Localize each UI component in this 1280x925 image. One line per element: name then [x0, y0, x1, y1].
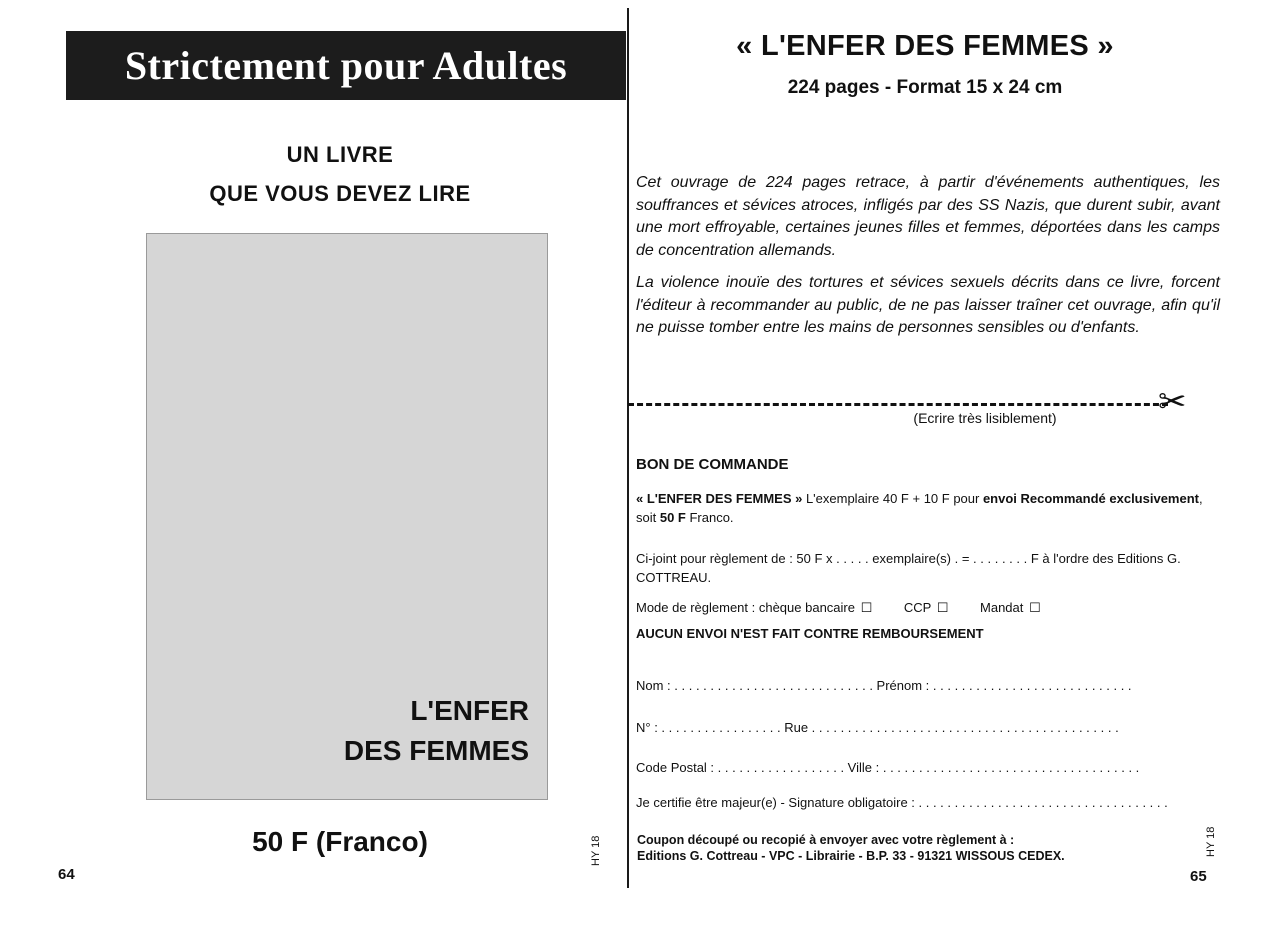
payment-line[interactable]: Ci-joint pour règlement de : 50 F x . . . . . exemplaire(s) . = . . . . . . . . F à l'ordre des Editions G. COTTREAU.: [636, 551, 1181, 585]
left-page-number: 64: [58, 866, 75, 883]
order-total: 50 F: [659, 510, 686, 525]
description-paragraph-1: Cet ouvrage de 224 pages retrace, à partir d'événements authentiques, les souffrances et sévices atroces, infligés par des SS Nazis, que durent subir, avant une mort effroyable, certaines jeunes filles et femmes, déportées dans les camps de concentration allemands.: [636, 174, 1220, 259]
ccp-label: CCP: [903, 600, 932, 615]
publisher-address: Editions G. Cottreau - VPC - Librairie - B.P. 33 - 91321 WISSOUS CEDEX.: [637, 849, 1065, 863]
no-cod-notice: AUCUN ENVOI N'EST FAIT CONTRE REMBOURSEMENT: [636, 626, 984, 641]
tagline-line-2: QUE VOUS DEVEZ LIRE: [209, 181, 471, 206]
order-book-title: « L'ENFER DES FEMMES »: [636, 491, 803, 506]
tagline-line-1: UN LIVRE: [286, 142, 394, 167]
banner-heading: Strictement pour Adultes: [66, 31, 626, 100]
cut-line: [628, 403, 1168, 406]
name-field[interactable]: Nom : . . . . . . . . . . . . . . . . . . . . . . . . . . . . Prénom : . . . . . . . . . . . . . . . . . . . . . . . . . . . .: [636, 678, 1132, 693]
address-field[interactable]: N° : . . . . . . . . . . . . . . . . . Rue . . . . . . . . . . . . . . . . . . . . . . . . . . . . . . . . . . . . . . . . . . .: [636, 720, 1119, 735]
order-text-2: , soit: [636, 491, 1203, 525]
order-form-title: BON DE COMMANDE: [636, 456, 789, 473]
price: 50 F (Franco): [252, 826, 428, 857]
order-shipping: envoi Recommandé exclusivement: [982, 491, 1199, 506]
description-paragraph-2: La violence inouïe des tortures et sévices sexuels décrits dans ce livre, forcent l'éditeur à recommander au public, de ne pas laisser traîner cet ouvrage, afin qu'il ne puisse tomber entre les mains de personnes sensibles ou d'enfants.: [636, 274, 1220, 336]
left-print-code: HY 18: [590, 835, 602, 866]
order-description: [636, 489, 1220, 527]
mandat-checkbox[interactable]: ☐: [1029, 600, 1041, 615]
book-title: « L'ENFER DES FEMMES »: [736, 30, 1114, 62]
order-text-1: L'exemplaire 40 F + 10 F pour: [802, 491, 983, 506]
cover-title-line-2: DES FEMMES: [343, 735, 529, 766]
right-print-code: HY 18: [1205, 826, 1217, 857]
coupon-instruction: Coupon découpé ou recopié à envoyer avec votre règlement à :: [637, 833, 1015, 847]
payment-mode-row: [636, 598, 1220, 617]
right-page-number: 65: [1190, 868, 1207, 885]
book-format: 224 pages - Format 15 x 24 cm: [787, 77, 1063, 98]
cheque-checkbox[interactable]: ☐: [860, 600, 873, 615]
signature-field[interactable]: Je certifie être majeur(e) - Signature obligatoire : . . . . . . . . . . . . . . . . . . . . . . . . . . . . . . . . . . .: [636, 795, 1168, 810]
postal-city-field[interactable]: Code Postal : . . . . . . . . . . . . . . . . . . Ville : . . . . . . . . . . . . . . . . . . . . . . . . . . . . . . . . . . . .: [636, 760, 1140, 775]
order-text-3: Franco.: [685, 510, 734, 525]
scissors-icon: ✂: [1158, 383, 1187, 421]
payment-mode-label: Mode de règlement : chèque bancaire: [636, 600, 855, 615]
mandat-label: Mandat: [980, 600, 1024, 615]
ccp-checkbox[interactable]: ☐: [936, 600, 949, 615]
page-spine: [627, 8, 629, 888]
cover-title-line-1: L'ENFER: [410, 695, 529, 726]
book-cover-placeholder: [146, 233, 548, 800]
write-legibly-note: (Ecrire très lisiblement): [913, 410, 1057, 426]
